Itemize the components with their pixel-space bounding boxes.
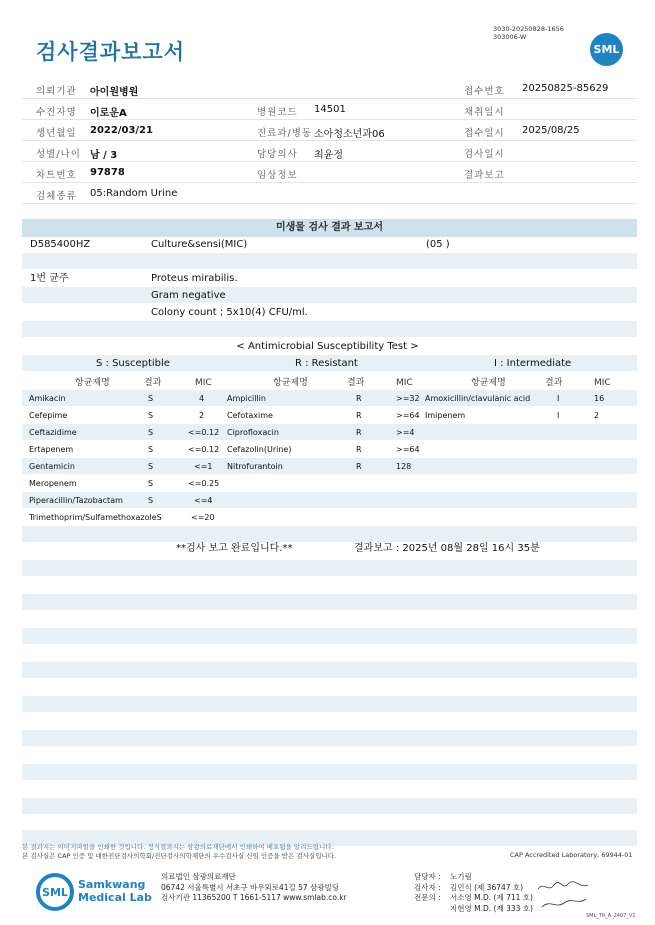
antibiotic-name: Cefotaxime [227, 411, 273, 420]
antibiotic-result: S [148, 394, 154, 403]
antibiotic-result: S [148, 428, 154, 437]
row-band [22, 696, 637, 712]
antibiotic-result: I [557, 394, 560, 403]
test-name: Culture&sensi(MIC) [151, 239, 248, 250]
antibiotic-mic: 2 [199, 411, 205, 420]
antibiotic-mic: >=32 [396, 394, 420, 403]
antibiotic-result: S [148, 445, 154, 454]
antibiotic-name: Ceftazidime [29, 428, 77, 437]
legend-susceptible: S : Susceptible [96, 358, 170, 369]
antibiotic-mic: 2 [594, 411, 600, 420]
header-mic: MIC [594, 378, 611, 388]
row-band [22, 458, 637, 474]
antibiotic-mic: >=64 [396, 411, 420, 420]
staff-names: 노기림 김민식 (제 36747 호) 서소영 M.D. (제 711 호) 지현영 M.D. (제 333 호) [450, 872, 533, 913]
info-row: 생년월일 2022/03/21 진료과/병동 소아청소년과06 접수일시 2025/08/25 [22, 121, 637, 141]
legend-intermediate: I : Intermediate [494, 358, 572, 369]
antibiotic-name: Ciprofloxacin [227, 428, 279, 437]
header-result: 결과 [545, 378, 563, 388]
test-code: D585400HZ [30, 239, 91, 250]
antibiotic-result: S [148, 411, 154, 420]
staff-roles: 담당자 : 검사자 : 전문의 : [414, 872, 441, 902]
header-result: 결과 [144, 378, 162, 388]
row-band [22, 287, 637, 303]
antibiotic-mic: <=0.25 [188, 479, 220, 488]
header-mic: MIC [396, 378, 413, 388]
antibiotic-result: I [557, 411, 560, 420]
organism-gram: Gram negative [151, 290, 226, 301]
header-antibiotic: 항균제명 [273, 378, 308, 388]
antibiotic-mic: 4 [199, 394, 205, 403]
info-row: 의뢰기관 아이원병원 접수번호 20250825-85629 [22, 79, 637, 99]
ast-title: < Antimicrobial Susceptibility Test > [236, 341, 419, 352]
org-info: 의료법인 삼광의료재단 06742 서울특별시 서초구 바우뫼로41길 57 삼광빌딩 검사기관 11365200 T 1661-5117 www.smlab.co.kr [161, 872, 347, 902]
cap-accreditation: CAP Accredited Laboratory, 69944-01 [510, 851, 633, 859]
header-mic: MIC [195, 378, 212, 388]
antibiotic-mic: 128 [396, 462, 412, 471]
row-band [22, 424, 637, 440]
row-band [22, 321, 637, 337]
row-band [22, 798, 637, 814]
row-band [22, 526, 637, 542]
antibiotic-name: Imipenem [425, 411, 466, 420]
antibiotic-name: Amoxicillin/clavulanic acid [425, 394, 531, 403]
antibiotic-name: Cefepime [29, 411, 68, 420]
header-antibiotic: 항균제명 [471, 378, 506, 388]
brand-name: Samkwang Medical Lab [78, 878, 152, 904]
row-band [22, 253, 637, 269]
antibiotic-result: S [148, 496, 154, 505]
info-row: 차트번호 97878 임상정보 결과보고 [22, 163, 637, 183]
antibiotic-name: Trimethoprim/SulfamethoxazoleS [29, 513, 162, 522]
row-band [22, 390, 637, 406]
antibiotic-mic: <=0.12 [188, 445, 220, 454]
antibiotic-name: Ampicillin [227, 394, 266, 403]
page-title: 검사결과보고서 [36, 40, 186, 64]
antibiotic-name: Amikacin [29, 394, 66, 403]
footer-note: 본 결과지는 이미지파일을 인쇄한 것입니다. 정식결과지는 삼광의료재단에서 인쇄하여 배포됨을 알려드립니다. [22, 843, 334, 851]
antibiotic-result: R [356, 411, 362, 420]
row-band [22, 628, 637, 644]
report-complete: **검사 보고 완료입니다.** [176, 543, 293, 554]
antibiotic-name: Meropenem [29, 479, 77, 488]
header-antibiotic: 항균제명 [75, 378, 110, 388]
info-row: 성별/나이 남 / 3 담당의사 최윤정 검사일시 [22, 142, 637, 162]
antibiotic-result: S [148, 479, 154, 488]
organism-label: 1번 균주 [30, 273, 69, 284]
organism-name: Proteus mirabilis. [151, 273, 238, 284]
antibiotic-result: S [148, 462, 154, 471]
antibiotic-result: R [356, 428, 362, 437]
antibiotic-mic: >=4 [396, 428, 415, 437]
antibiotic-result: R [356, 394, 362, 403]
info-row: 검체종류 05:Random Urine [22, 184, 637, 204]
sml-logo-icon: SML [590, 33, 623, 66]
test-number: (05 ) [426, 239, 450, 250]
antibiotic-name: Gentamicin [29, 462, 75, 471]
antibiotic-mic: <=0.12 [188, 428, 220, 437]
signature-image [536, 879, 596, 915]
footer-note: 본 검사실은 CAP 인증 및 대한진단검사의학회/진단검사의학재단의 우수검사실 신임 인증을 받은 검사실입니다. [22, 852, 337, 860]
section-title: 미생물 검사 결과 보고서 [22, 219, 637, 237]
row-band [22, 560, 637, 576]
antibiotic-mic: <=1 [194, 462, 213, 471]
header-result: 결과 [347, 378, 365, 388]
row-band [22, 662, 637, 678]
document-id: 3030-20250828-1656 303006-W [493, 25, 564, 41]
antibiotic-name: Nitrofurantoin [227, 462, 283, 471]
row-band [22, 730, 637, 746]
sml-logo-icon: SML [36, 873, 74, 911]
info-row: 수진자명 이로운A 병원코드 14501 채취일시 [22, 100, 637, 120]
antibiotic-name: Piperacillin/Tazobactam [29, 496, 123, 505]
legend-resistant: R : Resistant [295, 358, 358, 369]
antibiotic-mic: <=20 [191, 513, 215, 522]
antibiotic-mic: >=64 [396, 445, 420, 454]
form-code: SML_TR_A_2407_V1 [586, 913, 636, 919]
antibiotic-result: R [356, 462, 362, 471]
report-time: 결과보고 : 2025년 08월 28일 16시 35분 [354, 543, 540, 554]
row-band [22, 764, 637, 780]
antibiotic-mic: <=4 [194, 496, 213, 505]
row-band [22, 594, 637, 610]
antibiotic-name: Ertapenem [29, 445, 74, 454]
antibiotic-result: R [356, 445, 362, 454]
antibiotic-mic: 16 [594, 394, 605, 403]
organism-count: Colony count ; 5x10(4) CFU/ml. [151, 307, 308, 318]
antibiotic-name: Cefazolin(Urine) [227, 445, 292, 454]
